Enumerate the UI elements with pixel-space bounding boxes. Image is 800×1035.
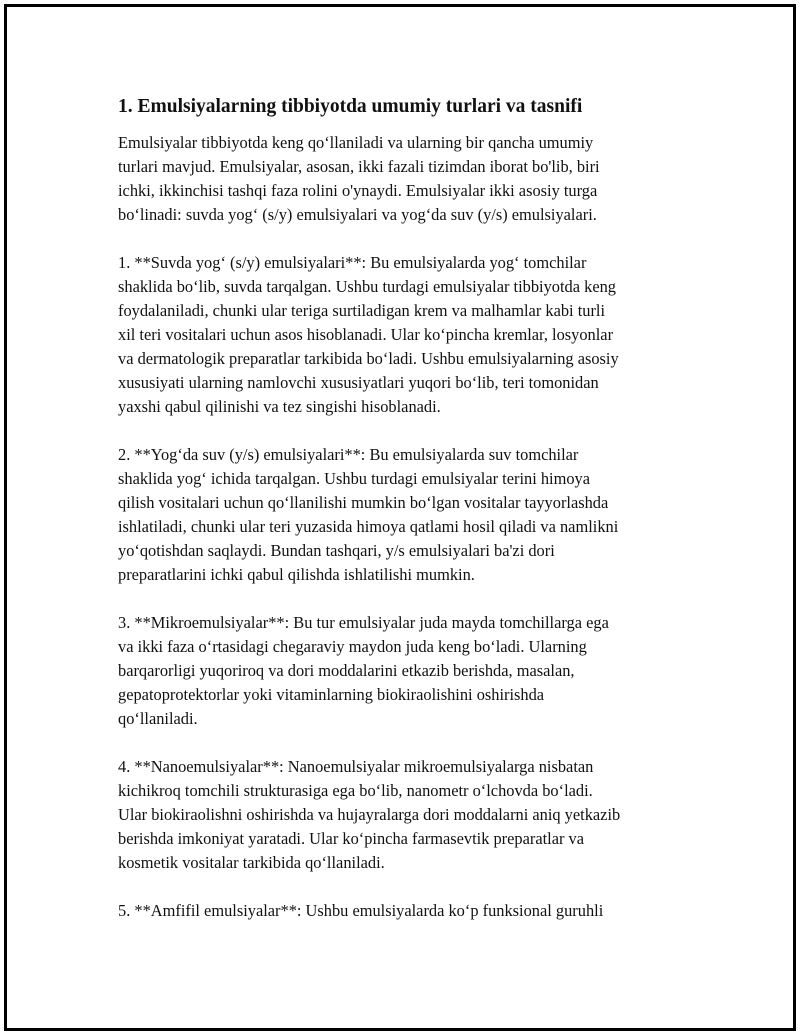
text-line: kosmetik vositalar tarkibida qo‘llaniladi. xyxy=(118,853,385,872)
text-line: Ular biokiraolishni oshirishda va hujayralarga dori moddalarni aniq yetkazib xyxy=(118,805,621,824)
text-line: preparatlarini ichki qabul qilishda ishlatilishi mumkin. xyxy=(118,565,475,584)
text-line: yaxshi qabul qilinishi va tez singishi hisoblanadi. xyxy=(118,397,441,416)
list-item-1-paragraph xyxy=(118,251,688,419)
text-line: barqarorligi yuqoriroq va dori moddalarini etkazib berishda, masalan, xyxy=(118,661,575,680)
list-item-4-paragraph xyxy=(118,755,688,875)
intro-paragraph xyxy=(118,131,688,227)
document-body xyxy=(118,94,688,947)
text-line: qilish vositalari uchun qo‘llanilishi mumkin bo‘lgan vositalar tayyorlashda xyxy=(118,493,609,512)
text-line: 3. **Mikroemulsiyalar**: Bu tur emulsiyalar juda mayda tomchillarga ega xyxy=(118,613,609,632)
text-line: gepatoprotektorlar yoki vitaminlarning biokiraolishini oshirishda xyxy=(118,685,545,704)
text-line: bo‘linadi: suvda yog‘ (s/y) emulsiyalari va yog‘da suv (y/s) emulsiyalari. xyxy=(118,205,597,224)
text-line: xususiyati ularning namlovchi xususiyatlari yuqori bo‘lib, teri tomonidan xyxy=(118,373,599,392)
text-line: shaklida bo‘lib, suvda tarqalgan. Ushbu turdagi emulsiyalar tibbiyotda keng xyxy=(118,277,616,296)
text-line: foydalaniladi, chunki ular teriga surtiladigan krem va malhamlar kabi turli xyxy=(118,301,606,320)
list-item-3-paragraph xyxy=(118,611,688,731)
section-heading: 1. Emulsiyalarning tibbiyotda umumiy turlari va tasnifi xyxy=(118,96,583,117)
text-line: va ikki faza o‘rtasidagi chegaraviy maydon juda keng bo‘ladi. Ularning xyxy=(118,637,587,656)
text-line: 2. **Yog‘da suv (y/s) emulsiyalari**: Bu emulsiyalarda suv tomchilar xyxy=(118,445,579,464)
list-item-5-paragraph xyxy=(118,899,688,923)
text-line: 4. **Nanoemulsiyalar**: Nanoemulsiyalar mikroemulsiyalarga nisbatan xyxy=(118,757,594,776)
text-line: kichikroq tomchili strukturasiga ega bo‘lib, nanometr o‘lchovda bo‘ladi. xyxy=(118,781,593,800)
text-line: berishda imkoniyat yaratadi. Ular ko‘pincha farmasevtik preparatlar va xyxy=(118,829,585,848)
text-line: qo‘llaniladi. xyxy=(118,709,198,728)
text-line: ichki, ikkinchisi tashqi faza rolini o'ynaydi. Emulsiyalar ikki asosiy turga xyxy=(118,181,598,200)
text-line: 5. **Amfifil emulsiyalar**: Ushbu emulsiyalarda ko‘p funksional guruhli xyxy=(118,901,604,920)
text-line: ishlatiladi, chunki ular teri yuzasida himoya qatlami hosil qiladi va namlikni xyxy=(118,517,619,536)
text-line: yo‘qotishdan saqlaydi. Bundan tashqari, y/s emulsiyalari ba'zi dori xyxy=(118,541,555,560)
text-line: xil teri vositalari uchun asos hisoblanadi. Ular ko‘pincha kremlar, losyonlar xyxy=(118,325,614,344)
text-line: Emulsiyalar tibbiyotda keng qo‘llaniladi va ularning bir qancha umumiy xyxy=(118,133,594,152)
text-line: shaklida yog‘ ichida tarqalgan. Ushbu turdagi emulsiyalar terini himoya xyxy=(118,469,591,488)
text-line: va dermatologik preparatlar tarkibida bo‘ladi. Ushbu emulsiyalarning asosiy xyxy=(118,349,619,368)
text-line: 1. **Suvda yog‘ (s/y) emulsiyalari**: Bu emulsiyalarda yog‘ tomchilar xyxy=(118,253,587,272)
text-line: turlari mavjud. Emulsiyalar, asosan, ikki fazali tizimdan iborat bo'lib, biri xyxy=(118,157,600,176)
list-item-2-paragraph xyxy=(118,443,688,587)
